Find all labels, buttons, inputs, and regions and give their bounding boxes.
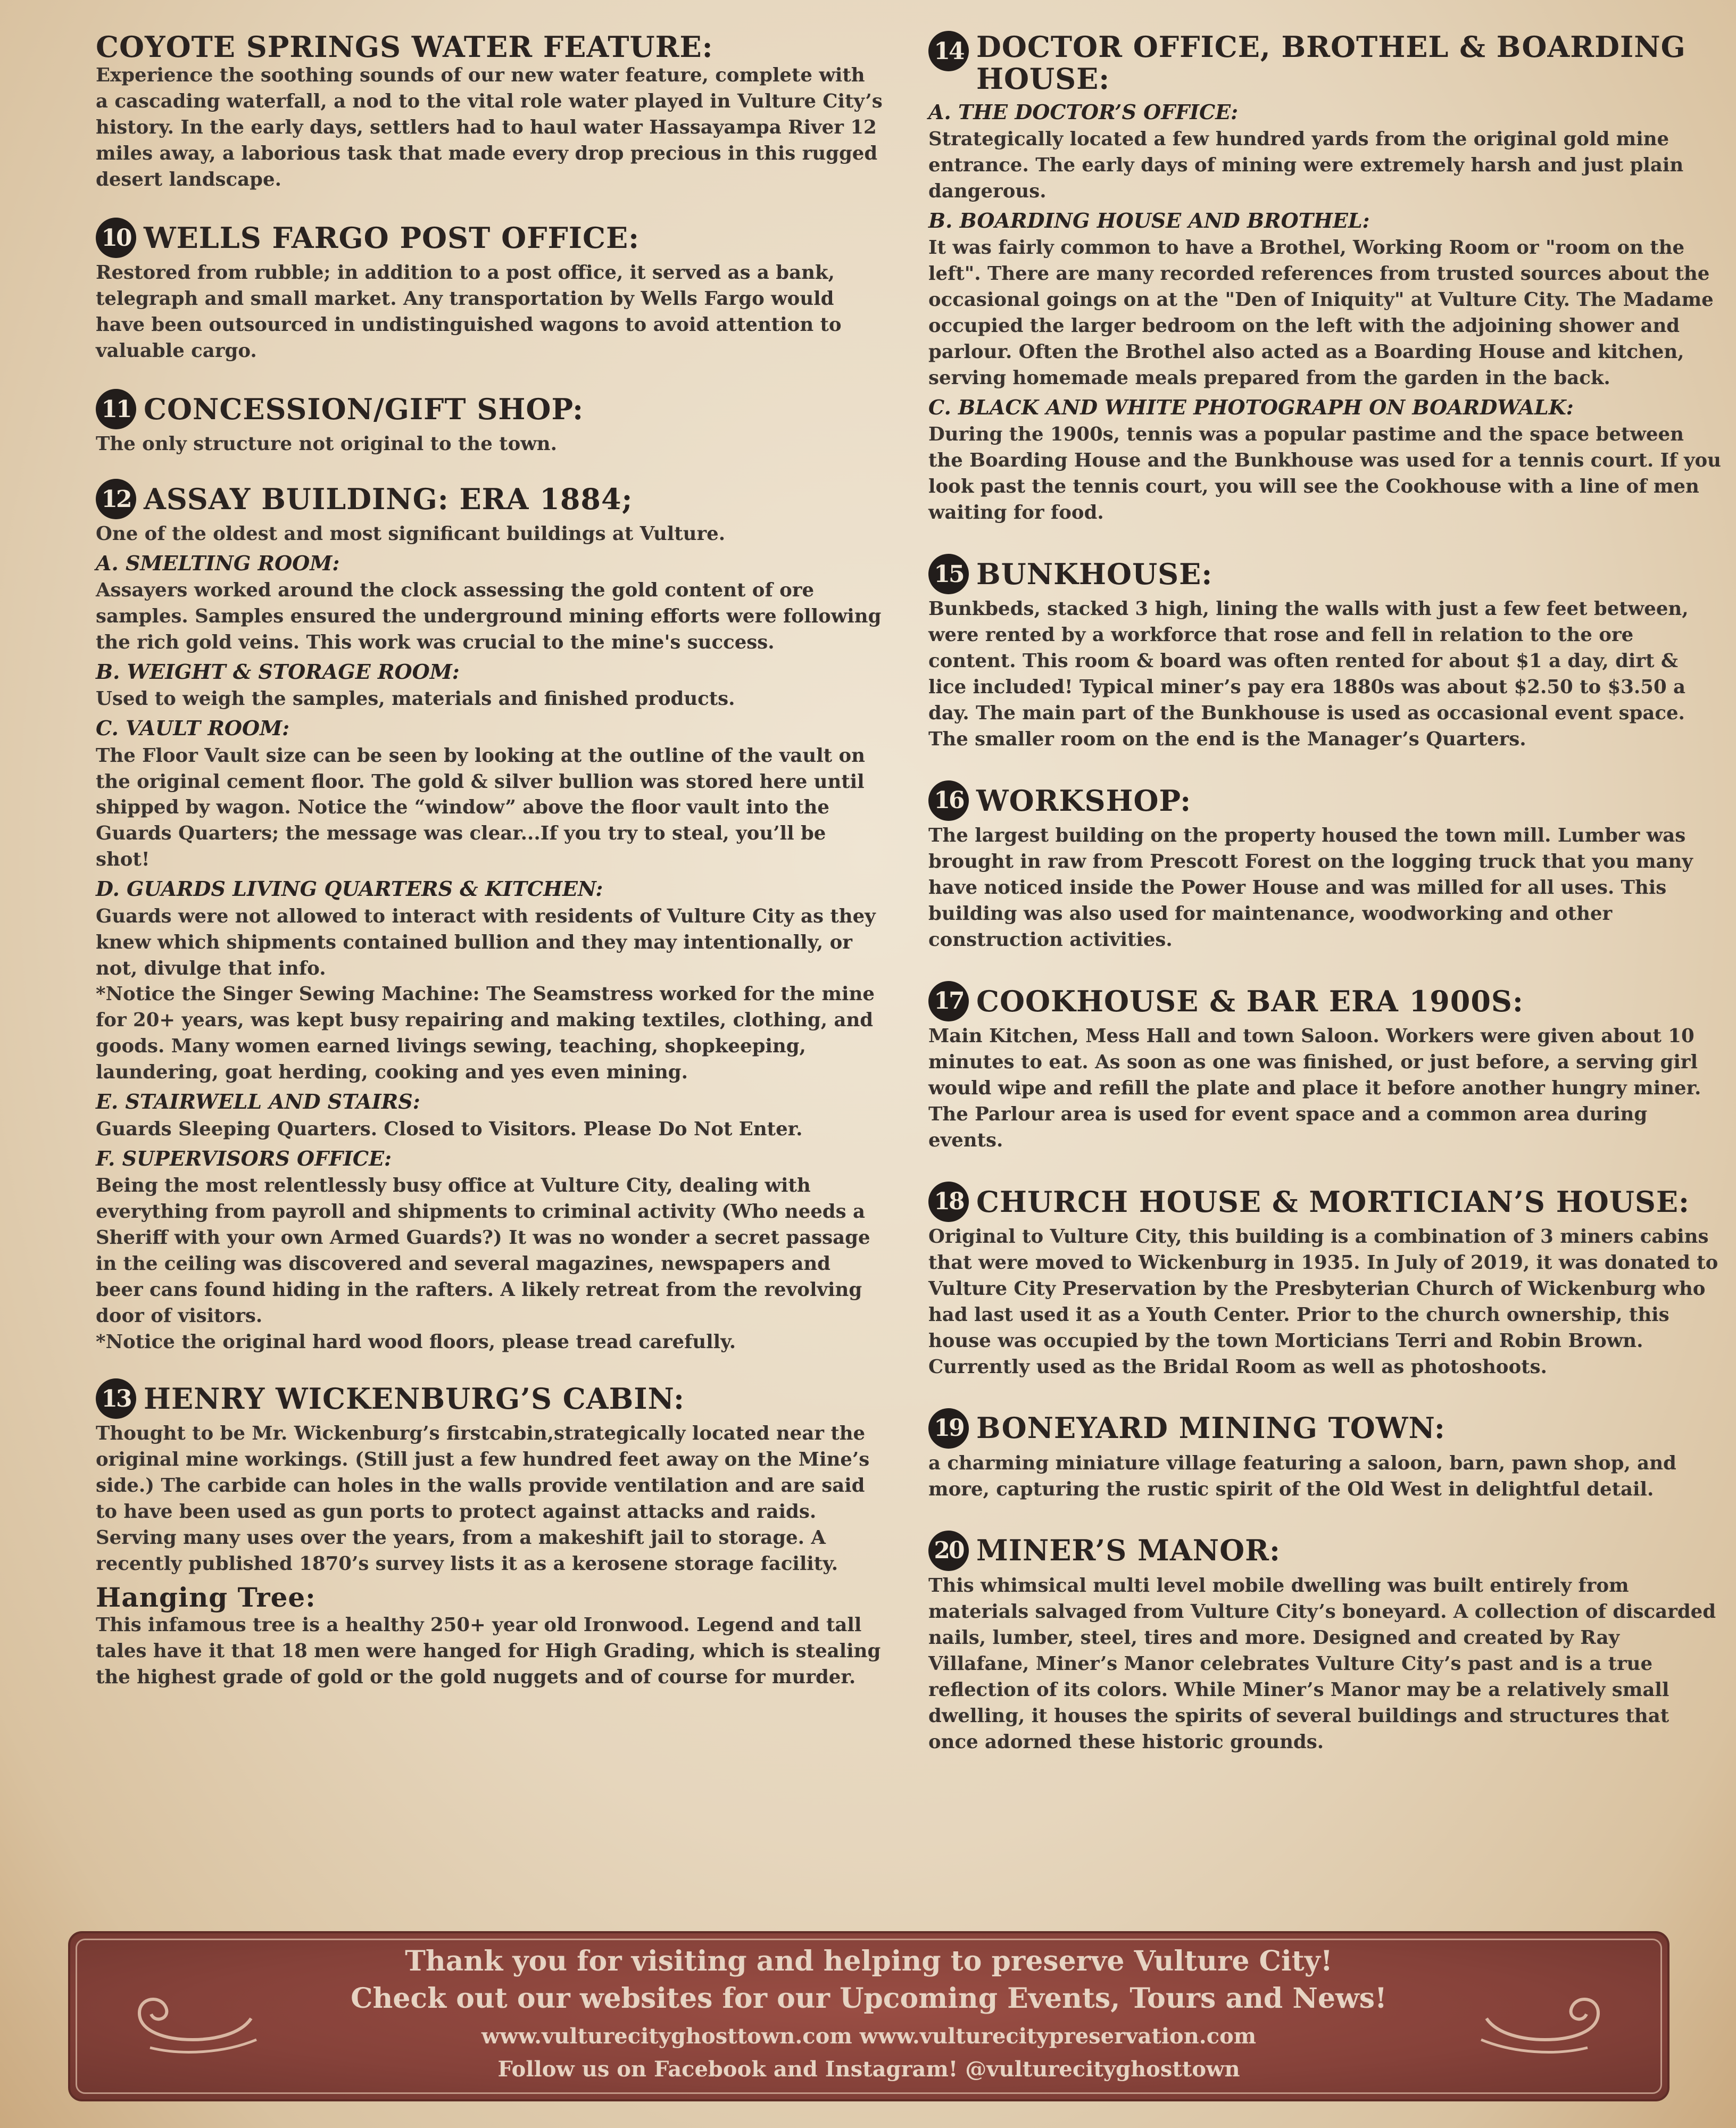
section-body: Thought to be Mr. Wickenburg’s firstcabin,strategically located near the original mine workings. (Still just a few hundred feet away on the Mine’s side.) The carbide can holes in the walls provide ventilation and are said to have been used as gun ports to protect against attacks and raids. Serving many uses over the years, from a makeshift jail to storage. A recently published 1870’s survey lists it as a kerosene storage facility. xyxy=(96,1423,870,1575)
hanging-tree-body: This infamous tree is a healthy 250+ year old Ironwood. Legend and tall tales have it that 18 men were hanged for High Grading, which is stealing the highest grade of gold or the gold nuggets and of course for murder. xyxy=(96,1614,881,1689)
subheading-vault-room: C. VAULT ROOM: xyxy=(96,716,290,741)
left-column xyxy=(96,31,883,1722)
banner-thank-you: Thank you for visiting and helping to preserve Vulture City! xyxy=(405,1945,1333,1977)
number-badge-13: 13 xyxy=(96,1378,136,1419)
section-body: This whimsical multi level mobile dwelling was built entirely from materials salvaged from Vulture City’s boneyard. A collection of discarded nails, lumber, steel, tires and more. Designed and created by Ray Villafane, Miner’s Manor celebrates Vulture City’s past and is a true reflection of its colors. While Miner’s Manor may be a relatively small dwelling, it houses the spirits of several buildings and structures that once adorned these historic grounds. xyxy=(928,1574,1716,1753)
number-badge-15: 15 xyxy=(928,554,969,594)
doctors-office-body: Strategically located a few hundred yards from the original gold mine entrance. The early days of mining were extremely harsh and just plain dangerous. xyxy=(928,128,1684,202)
section-15-bunkhouse xyxy=(928,554,1721,753)
number-badge-20: 20 xyxy=(928,1531,969,1571)
section-11-concession xyxy=(96,389,883,458)
hardwood-floors-note: *Notice the original hard wood floors, please tread carefully. xyxy=(96,1331,736,1353)
hanging-tree-title: Hanging Tree: xyxy=(96,1582,316,1614)
number-badge-14: 14 xyxy=(928,31,969,71)
number-badge-12: 12 xyxy=(96,479,136,519)
section-body: Original to Vulture City, this building is a combination of 3 miners cabins that were moved to Wickenburg in 1935. In July of 2019, it was donated to Vulture City Preservation by the Presbyterian Church of Wickenburg who had last used it as a Youth Center. Prior to the church ownership, this house was occupied by the town Morticians Terri and Robin Brown. Currently used as the Bridal Room as well as photoshoots. xyxy=(928,1225,1718,1378)
section-title: WORKSHOP: xyxy=(976,783,1192,818)
section-title: HENRY WICKENBURG’S CABIN: xyxy=(144,1382,685,1416)
photograph-body: During the 1900s, tennis was a popular pastime and the space between the Boarding House and the Bunkhouse was used for a tennis court. If you look past the tennis court, you will see the Cookhouse with a line of men waiting for food. xyxy=(928,423,1721,524)
subheading-stairwell: E. STAIRWELL AND STAIRS: xyxy=(96,1090,420,1114)
subheading-smelting-room: A. SMELTING ROOM: xyxy=(96,551,340,576)
section-body: The only structure not original to the town. xyxy=(96,433,557,455)
guards-quarters-body: Guards were not allowed to interact with residents of Vulture City as they knew which shipments contained bullion and they may intentionally, or not, divulge that info. xyxy=(96,905,876,979)
section-title: BONEYARD MINING TOWN: xyxy=(976,1411,1446,1445)
section-20-miners-manor xyxy=(928,1531,1721,1756)
subheading-doctors-office: A. THE DOCTOR’S OFFICE: xyxy=(928,99,1239,124)
number-badge-17: 17 xyxy=(928,981,969,1021)
number-badge-18: 18 xyxy=(928,1182,969,1222)
vault-room-body: The Floor Vault size can be seen by looking at the outline of the vault on the original cement floor. The gold & silver bullion was stored here until shipped by wagon. Notice the “window” above the floor vault into the Guards Quarters; the message was clear...If you try to steal, you’ll be shot! xyxy=(96,744,865,871)
banner-urls: www.vulturecityghosttown.com www.vulturecitypreservation.com xyxy=(481,2024,1257,2049)
section-title: BUNKHOUSE: xyxy=(976,556,1213,591)
banner-social: Follow us on Facebook and Instagram! @vulturecityghosttown xyxy=(497,2057,1240,2082)
section-title: CONCESSION/GIFT SHOP: xyxy=(144,392,584,427)
section-body: a charming miniature village featuring a saloon, barn, pawn shop, and more, capturing the rustic spirit of the Old West in delightful detail. xyxy=(928,1452,1676,1500)
number-badge-16: 16 xyxy=(928,780,969,821)
section-title: WELLS FARGO POST OFFICE: xyxy=(144,221,640,255)
section-coyote-springs xyxy=(96,31,883,193)
supervisors-office-body: Being the most relentlessly busy office at Vulture City, dealing with everything from payroll and shipments to criminal activity (Who needs a Sheriff with your own Armed Guards?) It was no wonder a secret passage in the ceiling was discovered and several magazines, newspapers and beer cans found hiding in the rafters. A likely retreat from the revolving door of visitors. xyxy=(96,1174,870,1327)
section-title: COYOTE SPRINGS WATER FEATURE: xyxy=(96,30,713,64)
section-title: CHURCH HOUSE & MORTICIAN’S HOUSE: xyxy=(976,1184,1690,1219)
section-title: MINER’S MANOR: xyxy=(976,1533,1281,1568)
section-19-boneyard xyxy=(928,1408,1721,1503)
smelting-room-body: Assayers worked around the clock assessing the gold content of ore samples. Samples ensured the underground mining efforts were following the rich gold veins. This work was crucial to the mine's success. xyxy=(96,579,882,654)
section-body: Bunkbeds, stacked 3 high, lining the walls with just a few feet between, were rented by a workforce that rose and fell in relation to the ore content. This room & board was often rented for about $1 a day, dirt & lice included! Typical miner’s pay era 1880s was about $2.50 to $3.50 a day. The main part of the Bunkhouse is used as occasional event space. The smaller room on the end is the Manager’s Quarters. xyxy=(928,598,1689,750)
section-title: COOKHOUSE & BAR ERA 1900S: xyxy=(976,984,1524,1018)
sewing-machine-note: *Notice the Singer Sewing Machine: The Seamstress worked for the mine for 20+ years, was kept busy repairing and making textiles, clothing, and goods. Many women earned livings sewing, teaching, shopkeeping, laundering, goat herding, cooking and yes even mining. xyxy=(96,983,875,1084)
section-title: DOCTOR OFFICE, BROTHEL & BOARDING HOUSE: xyxy=(976,30,1686,96)
section-10-wells-fargo xyxy=(96,218,883,364)
section-17-cookhouse xyxy=(928,981,1721,1154)
number-badge-10: 10 xyxy=(96,218,136,258)
subheading-guards-quarters: D. GUARDS LIVING QUARTERS & KITCHEN: xyxy=(96,877,603,901)
right-column xyxy=(928,31,1721,1786)
thank-you-banner xyxy=(68,1931,1669,2101)
section-body: Restored from rubble; in addition to a post office, it served as a bank, telegraph and small market. Any transportation by Wells Fargo would have been outsourced in undistinguished wagons to avoid attention to valuable cargo. xyxy=(96,262,842,362)
boarding-house-body: It was fairly common to have a Brothel, Working Room or "room on the left". There are many recorded references from trusted sources about the occasional goings on at the "Den of Iniquity" at Vulture City. The Madame occupied the larger bedroom on the left with the adjoining shower and parlour. Often the Brothel also acted as a Boarding House and kitchen, serving homemade meals prepared from the garden in the back. xyxy=(928,237,1714,389)
section-14-doctor-brothel xyxy=(928,31,1721,526)
section-body: Main Kitchen, Mess Hall and town Saloon. Workers were given about 10 minutes to eat. As soon as one was finished, or just before, a serving girl would wipe and refill the plate and place it before another hungry miner. The Parlour area is used for event space and a common area during events. xyxy=(928,1025,1701,1151)
section-13-wickenburg-cabin xyxy=(96,1378,883,1691)
number-badge-11: 11 xyxy=(96,389,136,429)
section-title: ASSAY BUILDING: ERA 1884; xyxy=(144,482,633,517)
section-body: Experience the soothing sounds of our new water feature, complete with a cascading waterfall, a nod to the vital role water played in Vulture City’s history. In the early days, settlers had to haul water Hassayampa River 12 miles away, a laborious task that made every drop precious in this rugged desert landscape. xyxy=(96,64,883,191)
section-12-assay-building xyxy=(96,479,883,1355)
banner-websites-prompt: Check out our websites for our Upcoming Events, Tours and News! xyxy=(351,1982,1387,2015)
weight-storage-body: Used to weigh the samples, materials and finished products. xyxy=(96,688,735,710)
subheading-weight-storage: B. WEIGHT & STORAGE ROOM: xyxy=(96,660,460,684)
section-18-church-mortician xyxy=(928,1182,1721,1381)
subheading-boarding-house: B. BOARDING HOUSE AND BROTHEL: xyxy=(928,208,1370,232)
number-badge-19: 19 xyxy=(928,1408,969,1449)
subheading-supervisors-office: F. SUPERVISORS OFFICE: xyxy=(96,1146,392,1170)
section-body: The largest building on the property housed the town mill. Lumber was brought in raw from Prescott Forest on the logging truck that you many have noticed inside the Power House and was milled for all uses. This building was also used for maintenance, woodworking and other construction activities. xyxy=(928,824,1693,951)
stairwell-body: Guards Sleeping Quarters. Closed to Visitors. Please Do Not Enter. xyxy=(96,1118,803,1140)
section-intro: One of the oldest and most significant buildings at Vulture. xyxy=(96,523,726,545)
section-16-workshop xyxy=(928,780,1721,953)
subheading-photograph: C. BLACK AND WHITE PHOTOGRAPH ON BOARDWALK: xyxy=(928,395,1574,419)
